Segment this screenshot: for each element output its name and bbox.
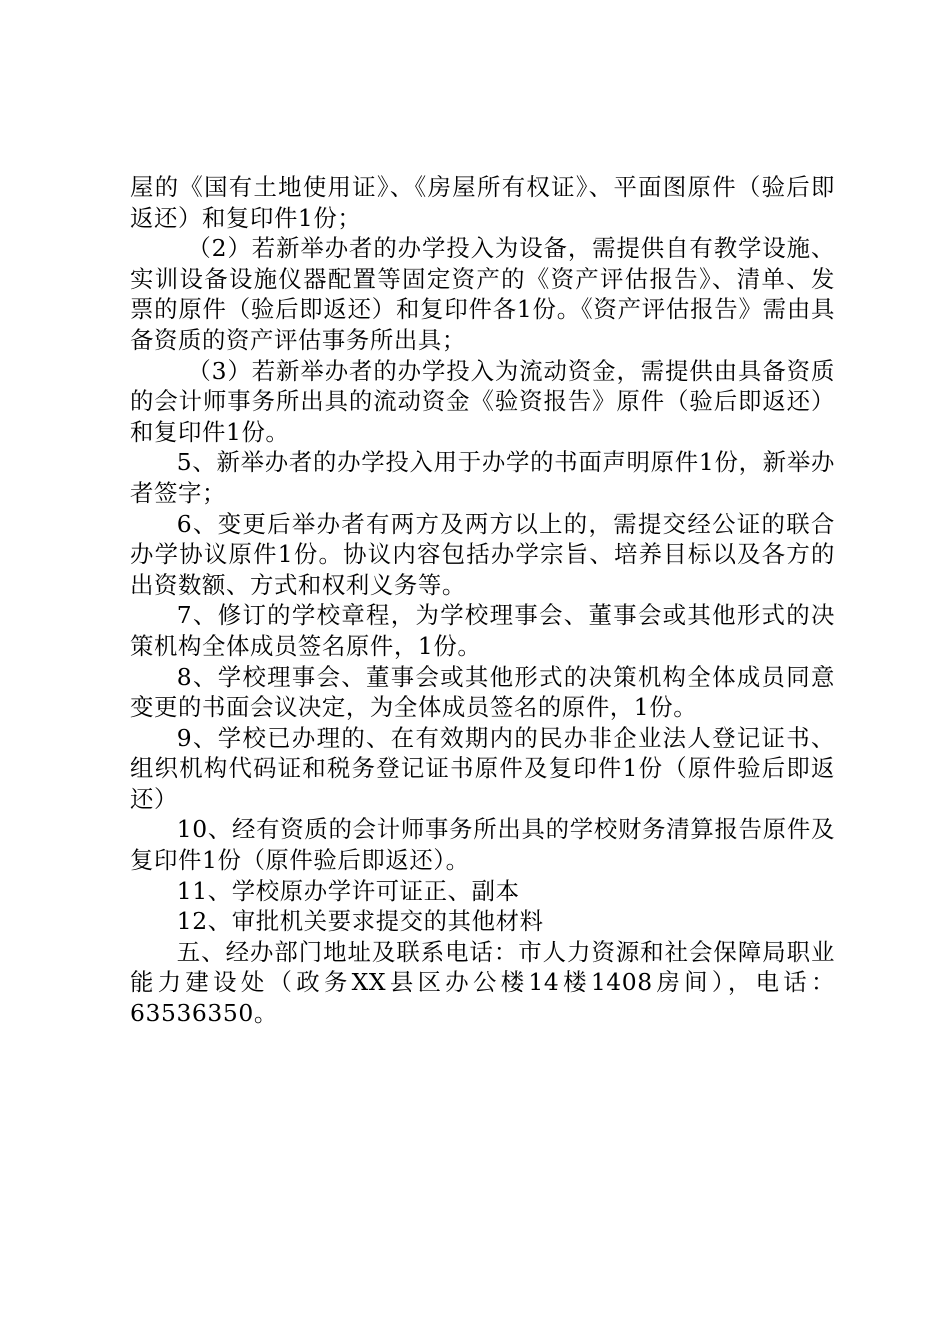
- paragraph-9: 10、经有资质的会计师事务所出具的学校财务清算报告原件及复印件1份（原件验后即返还）。: [130, 815, 835, 875]
- paragraph-10: 11、学校原办学许可证正、副本: [176, 876, 520, 905]
- paragraph-1: 屋的《国有土地使用证》、《房屋所有权证》、平面图原件（验后即返还）和复印件1份；: [130, 173, 835, 232]
- paragraph-6: 7、修订的学校章程，为学校理事会、董事会或其他形式的决策机构全体成员签名原件，1份。: [130, 601, 835, 660]
- document-body: [130, 172, 835, 1029]
- paragraph-11: 12、审批机关要求提交的其他材料: [176, 907, 544, 936]
- paragraph-12: 五、经办部门地址及联系电话：市人力资源和社会保障局职业能力建设处（政务XX县区办公楼14楼1408房间），电话：63536350。: [130, 937, 835, 1028]
- paragraph-5: 6、变更后举办者有两方及两方以上的，需提交经公证的联合办学协议原件1份。协议内容包括办学宗旨、培养目标以及各方的出资数额、方式和权利义务等。: [130, 509, 835, 599]
- paragraph-4: 5、新举办者的办学投入用于办学的书面声明原件1份，新举办者签字；: [130, 448, 835, 507]
- paragraph-3: （3）若新举办者的办学投入为流动资金，需提供由具备资质的会计师事务所出具的流动资金《验资报告》原件（验后即返还）和复印件1份。: [130, 356, 835, 446]
- paragraph-7: 8、学校理事会、董事会或其他形式的决策机构全体成员同意变更的书面会议决定，为全体成员签名的原件，1份。: [130, 662, 835, 722]
- paragraph-2: （2）若新举办者的办学投入为设备，需提供自有教学设施、实训设备设施仪器配置等固定资产的《资产评估报告》、清单、发票的原件（验后即返还）和复印件各1份。《资产评估报告》需由具备资质的资产评估事务所出具；: [130, 234, 835, 354]
- paragraph-8: 9、学校已办理的、在有效期内的民办非企业法人登记证书、组织机构代码证和税务登记证书原件及复印件1份（原件验后即返还）: [130, 723, 835, 813]
